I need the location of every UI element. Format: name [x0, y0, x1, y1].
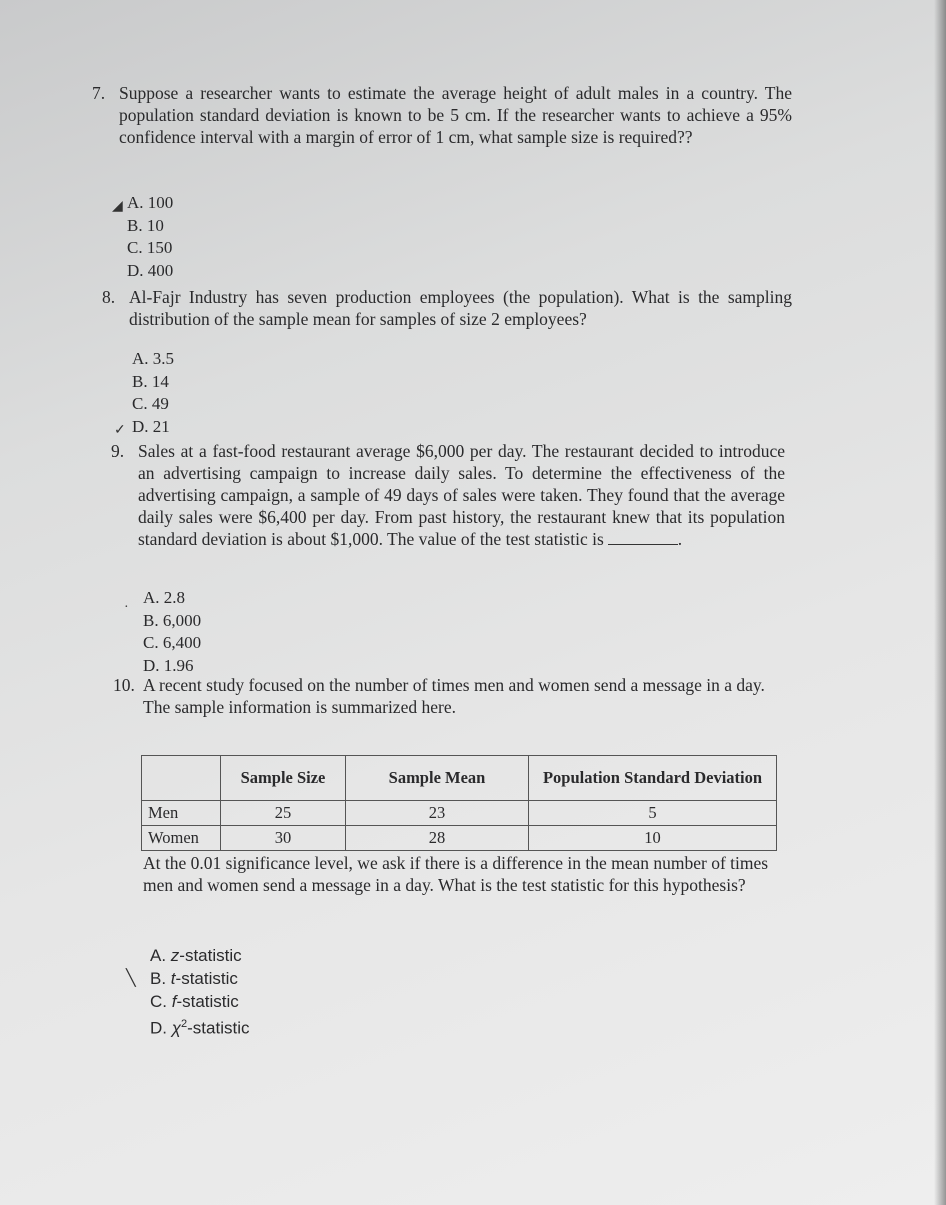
table-header-cell: Sample Mean [346, 756, 529, 801]
option-d[interactable]: D. 21 [132, 416, 170, 436]
option-c[interactable]: C. f-statistic [150, 992, 239, 1011]
table-row [142, 801, 777, 826]
option-a[interactable]: A. 2.8 [143, 588, 186, 607]
table-header-cell: Population Standard Deviation [529, 756, 777, 801]
option-d[interactable]: D. $\chi^2$-statistic [150, 1018, 250, 1038]
table-header-row [142, 756, 777, 801]
question-number: 9. [111, 441, 125, 461]
sample-size-cell: 30 [221, 826, 346, 851]
question-9-options [143, 587, 201, 677]
row-label: Women [142, 826, 221, 851]
population-sd-cell: 5 [529, 801, 777, 826]
question-number: 8. [102, 287, 116, 307]
option-a[interactable]: A. 3.5 [132, 349, 175, 368]
option-d[interactable]: D. 400 [127, 260, 174, 280]
question-number: 10. [113, 675, 135, 695]
sample-mean-cell: 28 [346, 826, 529, 851]
question-8 [102, 286, 792, 330]
handwritten-tick-mark: · [124, 600, 129, 615]
option-b[interactable]: B. 14 [132, 371, 169, 391]
option-c[interactable]: C. 6,400 [143, 633, 202, 652]
option-d[interactable]: D. 1.96 [143, 655, 194, 675]
sample-mean-cell: 23 [346, 801, 529, 826]
handwritten-tick-mark: ◢ [112, 199, 123, 214]
option-a[interactable]: A. z-statistic [150, 946, 242, 965]
option-c[interactable]: C. 150 [127, 238, 173, 257]
table-header-cell [142, 756, 221, 801]
question-7-options [127, 192, 173, 282]
table-header-cell: Sample Size [221, 756, 346, 801]
question-text: A recent study focused on the number of times men and women send a message in a day. The sample information is summarized here. [143, 675, 765, 717]
question-7 [92, 82, 792, 148]
handwritten-tick-mark: ╲ [126, 970, 136, 987]
population-sd-cell: 10 [529, 826, 777, 851]
handwritten-tick-mark: ✓ [114, 423, 126, 438]
question-10 [113, 674, 773, 718]
blank-suffix: . [677, 529, 683, 549]
question-number: 7. [92, 83, 106, 103]
followup-text: At the 0.01 significance level, we ask if there is a difference in the mean number of times men and women send a message in a day. What is the test statistic for this hypothesis? [143, 853, 769, 895]
question-text: Sales at a fast-food restaurant average $6,000 per day. The restaurant decided to introduce an advertising campaign to increase daily sales. To determine the effectiveness of the advertising campaign, a sample of 49 days of sales were taken. They found that the average daily sales were $6,400 per day. From past history, the restaurant knew that its population standard deviation is about $1,000. The value of the test statistic is [138, 441, 785, 549]
option-b[interactable]: B. 10 [127, 215, 164, 235]
option-a[interactable]: A. 100 [127, 193, 174, 212]
answer-blank [608, 544, 678, 545]
question-9 [111, 440, 785, 550]
option-b[interactable]: B. 6,000 [143, 610, 202, 630]
question-text: Al-Fajr Industry has seven production employees (the population). What is the sampling distribution of the sample mean for samples of size 2 employees? [129, 287, 792, 329]
question-10-options [150, 944, 249, 1040]
page-edge-shadow [934, 0, 946, 1205]
row-label: Men [142, 801, 221, 826]
question-text: Suppose a researcher wants to estimate the average height of adult males in a country. The population standard deviation is known to be 5 cm. If the researcher wants to achieve a 95% confidence interval with a margin of error of 1 cm, what sample size is required?? [119, 83, 792, 147]
option-b[interactable]: B. t-statistic [150, 969, 238, 988]
sample-size-cell: 25 [221, 801, 346, 826]
question-8-options [132, 348, 174, 438]
sample-info-table [141, 755, 777, 851]
option-c[interactable]: C. 49 [132, 394, 169, 413]
question-10-followup [143, 852, 773, 896]
table-row [142, 826, 777, 851]
